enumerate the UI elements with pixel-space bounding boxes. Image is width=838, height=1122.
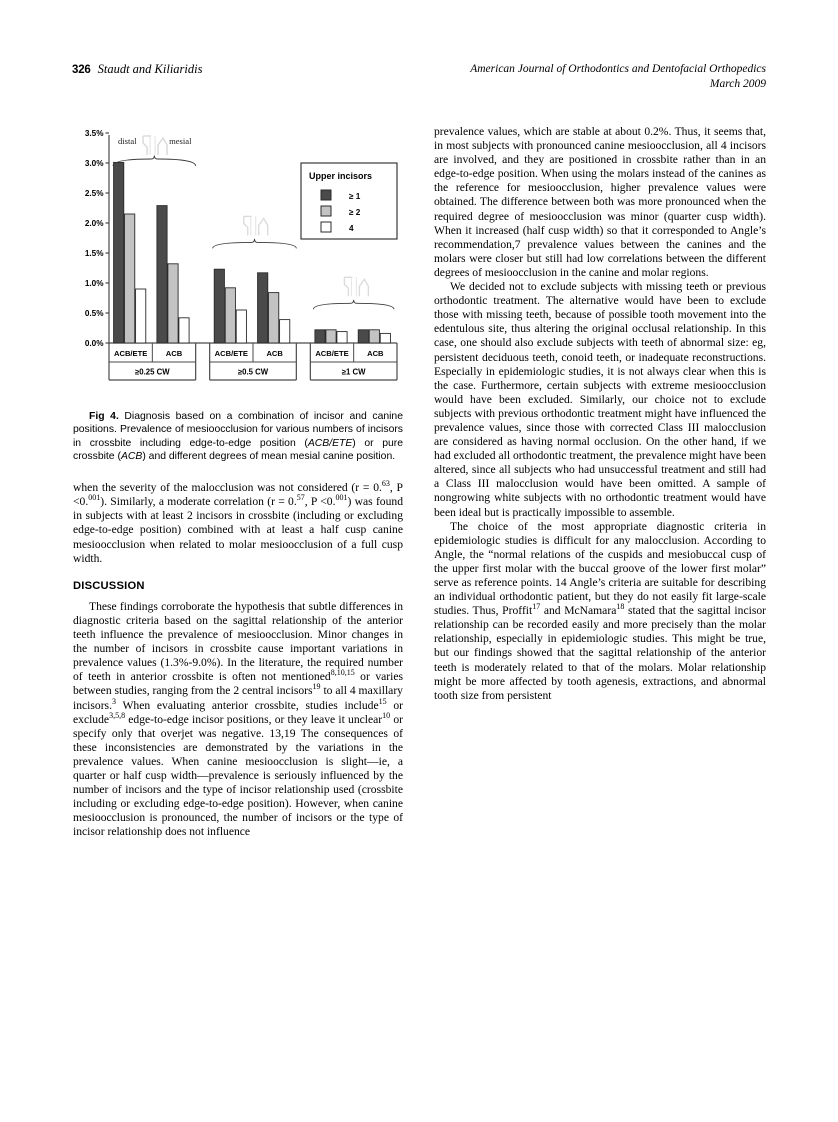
x-axis-category-label: ACB/ETE — [315, 349, 349, 358]
tooth-diagram-icon — [244, 216, 268, 235]
right-paragraph-1: prevalence values, which are stable at about 0.2%. Thus, it seems that, in most subjects with pronounced canine mesioocclusion, all 4 incisors are involved, and they are positioned in crossbite rather than in an edge-to-edge position. When using the molars instead of the canines as the reference for mesioocclusion, higher prevalence values were obtained. The difference between both was more pronounced when the required degree of mesioocclusion was minor (quarter cusp width). When it increased (half cusp width) so that it corresponded to Angle’s recommendation,7 prevalence values between the canines and the molars were closer but still had low correlations between the different degrees of mesioocclusion in the canine and molar regions. — [434, 125, 766, 279]
group-brace — [213, 239, 297, 249]
tooth-diagram-icon — [143, 136, 167, 155]
chart-bar — [315, 330, 325, 343]
bar-chart — [73, 125, 403, 395]
chart-bar — [225, 288, 235, 343]
chart-bar — [214, 269, 224, 343]
x-axis-group-label: ≥0.25 CW — [135, 367, 170, 377]
chart-bar — [380, 333, 390, 343]
chart-bar — [157, 206, 167, 343]
figure-label: Fig 4. — [89, 411, 119, 422]
legend-swatch — [321, 190, 331, 200]
caption-part-3: ) and different degrees of mean mesial canine position. — [142, 450, 396, 462]
discussion-heading: DISCUSSION — [73, 579, 145, 592]
legend-title: Upper incisors — [309, 171, 373, 181]
right-paragraph-3: The choice of the most appropriate diagnostic criteria in epidemiologic studies is difficult for any malocclusion. According to Angle, the “normal relations of the cuspids and mesiobuccal cusp of the upper first molar with the buccal groove of the lower first molar” serve as reference points. 14 Angle’s criteria are suitable for describing an individual orthodontic patient, but they do not easily fit large-scale studies. Thus, Proffit$^{17}$ and McNamara$^{18}$ stated that the sagittal incisor relationship can be recorded easily and more precisely than the molar relationship, especially in epidemiologic studies. This might be true, but our findings showed that the sagittal relationship of the anterior teeth is moderately related to that of the molars. Molar relationship might be more affected by tooth agenesis, extractions, and abnormal tooth size from persistent — [434, 519, 766, 702]
x-axis-group-label: ≥1 CW — [341, 367, 366, 377]
chart-bar — [337, 332, 347, 343]
y-axis-tick-label: 1.0% — [84, 279, 104, 288]
chart-bar — [269, 293, 279, 343]
caption-italic-acb-ete: ACB/ETE — [307, 437, 353, 449]
caption-italic-acb: ACB — [120, 450, 143, 462]
chart-bar — [168, 264, 178, 343]
y-axis-tick-label: 0.0% — [84, 339, 104, 348]
right-column — [434, 125, 766, 703]
legend-label: ≥ 1 — [349, 192, 361, 201]
issue-date: March 2009 — [709, 78, 766, 90]
chart-bar — [258, 273, 268, 343]
chart-bar — [369, 330, 379, 343]
group-brace — [313, 300, 394, 310]
right-paragraph-2: We decided not to exclude subjects with missing teeth or previous orthodontic treatment. The alternative would have been to exclude those with missing teeth, because of possible tooth movement into the edentulous site, thus altering the original occlusal relationship. In this case, one should also exclude subjects with teeth of abnormal size: eg, persistent deciduous teeth, conoid teeth, or inadequate reconstructions. Especially in epidemiologic studies, it is not always clear when this is the case. Furthermore, certain subjects with extreme mesioocclusion would have been excluded. Similarly, our choice not to exclude subjects with previous orthodontic treatment might have influenced the prevalence values, since those with corrected Class III malocclusion are considered as having normal occlusion. On the other hand, if we had excluded all orthodontic treatment, the prevalence might have been altered, since all subjects who had unsuccessful treatment and still had a Class III malocclusion would have been omitted. A sample of nongrowing white subjects with no orthodontic treatment would have been ideal but is practically impossible to assemble. — [434, 280, 766, 519]
legend-label: ≥ 2 — [349, 208, 361, 217]
x-axis-category-label: ACB — [266, 349, 283, 358]
chart-bar — [136, 289, 146, 343]
journal-title: American Journal of Orthodontics and Dentofacial Orthopedics — [470, 63, 766, 75]
figure-caption — [73, 410, 403, 463]
running-head-authors: Staudt and Kiliaridis — [97, 62, 203, 76]
chart-bar — [280, 320, 290, 343]
legend-swatch — [321, 222, 331, 232]
group-brace — [113, 156, 196, 167]
running-head-right — [470, 62, 766, 92]
y-axis-tick-label: 0.5% — [84, 309, 104, 318]
chart-bar — [358, 330, 368, 343]
x-axis-group-label: ≥0.5 CW — [237, 367, 269, 377]
tooth-diagram-icon — [344, 277, 368, 296]
chart-bar — [114, 162, 124, 343]
chart-bar — [236, 310, 246, 343]
figure-4 — [73, 125, 403, 410]
chart-bar — [125, 214, 135, 343]
left-column — [73, 125, 403, 839]
y-axis-tick-label: 1.5% — [84, 249, 104, 258]
y-axis-tick-label: 2.0% — [84, 219, 104, 228]
left-paragraph-2: These findings corroborate the hypothesis that subtle differences in diagnostic criteria based on the sagittal relationship of the anterior teeth influence the prevalence of mesioocclusion. Minor changes in the number of incisors in crossbite cause important variations in prevalence values (1.3%-9.0%). In the literature, the required number of teeth in anterior crossbite is often not mentioned$^{8,10,15}$ or varies between studies, ranging from the 2 central incisors$^{19}$ to all 4 maxillary incisors.$^3$ When evaluating anterior crossbite, studies include$^{15}$ or exclude$^{3,5,8}$ edge-to-edge incisor positions, or they leave it unclear$^{10}$ or specify only that overjet was negative. 13,19 The consequences of these inconsistencies are demonstrated by the variations in the prevalence values. When canine mesioocclusion is slight—ie, a quarter or half cusp width—prevalence is seriously influenced by the number of incisors and the type of incisor relationship used (crossbite including or excluding edge-to-edge position). However, when canine mesioocclusion is pronounced, the number of incisors or the type of incisor relationship does not influence — [73, 599, 404, 839]
x-axis-category-label: ACB — [165, 349, 183, 358]
y-axis-tick-label: 2.5% — [84, 189, 104, 198]
annotation-distal: distal — [118, 136, 137, 146]
y-axis-tick-label: 3.5% — [84, 129, 104, 138]
y-axis-tick-label: 3.0% — [84, 159, 104, 168]
left-paragraph-1: when the severity of the malocclusion was not considered (r = 0.63, P <0.$^{001}$). Similarly, a moderate correlation (r = 0.57, P <0.$^{001}$) was found in subjects with at least 2 incisors in crossbite (including or excluding edge-to-edge position) combined with at least a half cusp canine mesioocclusion when related to molar mesioocclusion of a full cusp width. — [73, 479, 403, 565]
running-head — [72, 62, 766, 96]
x-axis-category-label: ACB — [367, 349, 384, 358]
annotation-mesial: mesial — [169, 136, 192, 146]
x-axis-category-label: ACB/ETE — [214, 349, 249, 358]
legend-swatch — [321, 206, 331, 216]
page-number: 326 — [72, 64, 91, 76]
caption-part-1: Diagnosis based on a combination of incisor and canine positions. Prevalence of mesioocclusion for various numbers of incisors in crossbite including edge-to-edge position ( — [73, 411, 403, 449]
x-axis-category-label: ACB/ETE — [113, 349, 148, 358]
chart-bar — [179, 318, 189, 343]
legend-label: 4 — [349, 224, 354, 233]
chart-bar — [326, 330, 336, 343]
running-head-left — [72, 62, 202, 77]
caption-part-2: ) or pure crossbite ( — [73, 437, 403, 462]
